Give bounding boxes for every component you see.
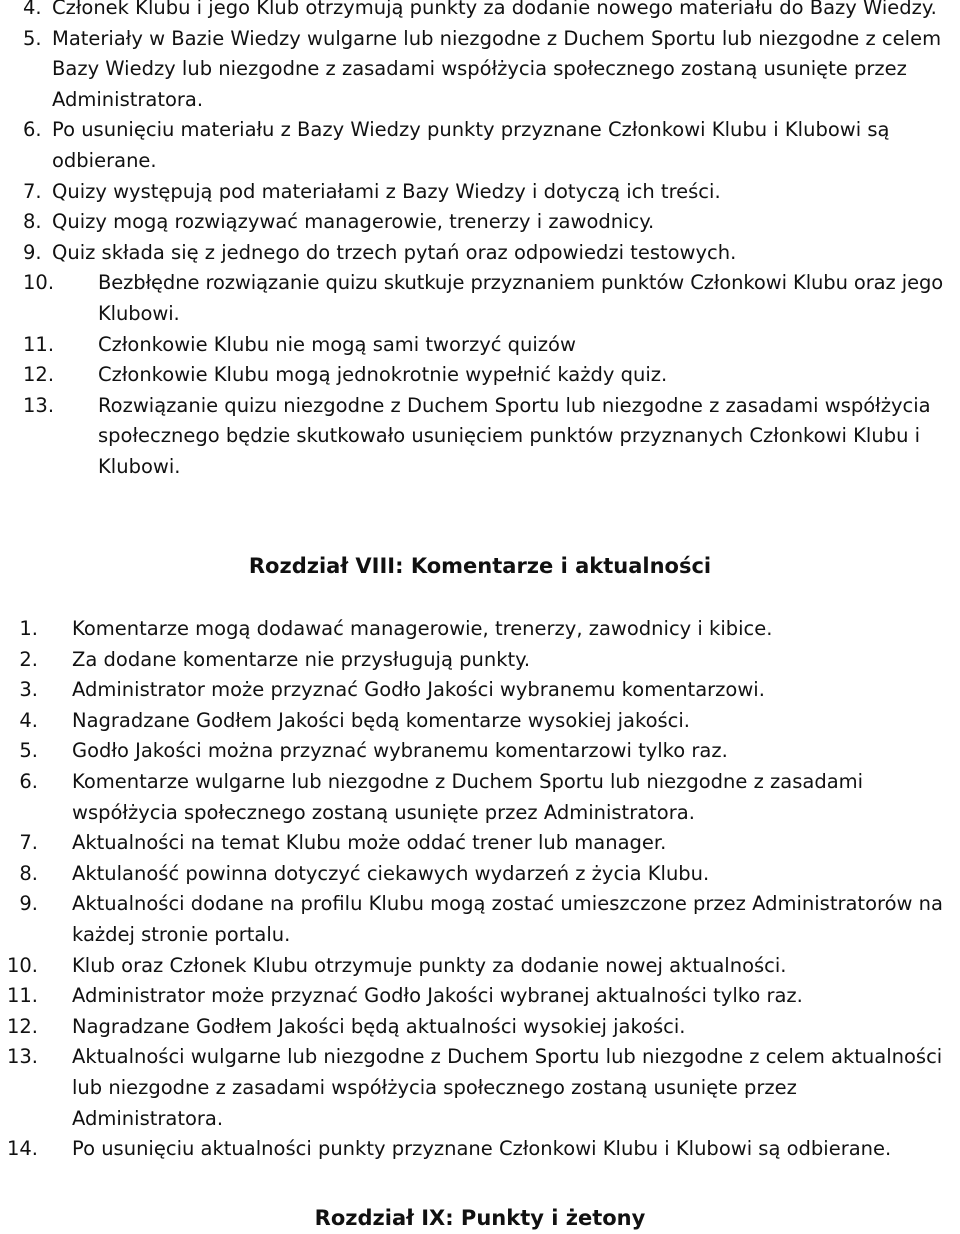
item-text: Aktulaność powinna dotyczyć ciekawych wydarzeń z życia Klubu.	[72, 861, 710, 885]
list-item	[0, 115, 960, 176]
item-text: Komentarze wulgarne lub niezgodne z Duchem Sportu lub niezgodne z zasadami współżycia społecznego zostaną usunięte przez Administratora.	[72, 769, 864, 824]
item-text: Komentarze mogą dodawać managerowie, trenerzy, zawodnicy i kibice.	[72, 617, 773, 640]
item-text: Członkowie Klubu nie mogą sami tworzyć quizów	[98, 332, 576, 356]
item-number: 7.	[23, 179, 42, 203]
item-text: Za dodane komentarze nie przysługują punkty.	[72, 647, 531, 671]
item-number: 14.	[6, 1137, 38, 1161]
chapter-ix-heading: Rozdział IX: Punkty i żetony	[314, 1206, 646, 1230]
list-item	[0, 736, 960, 767]
item-number: 9.	[23, 240, 42, 264]
item-text: Administrator może przyznać Godło Jakości wybranemu komentarzowi.	[72, 678, 765, 702]
item-text: Quiz składa się z jednego do trzech pytań oraz odpowiedzi testowych.	[52, 240, 737, 264]
list-item	[0, 889, 960, 950]
list-item	[0, 360, 960, 391]
list-item	[0, 828, 960, 859]
item-text: Nagradzane Godłem Jakości będą komentarze wysokiej jakości.	[72, 708, 690, 732]
list-item	[0, 0, 960, 24]
list-item	[0, 859, 960, 890]
item-text: Klub oraz Członek Klubu otrzymuje punkty za dodanie nowej aktualności.	[72, 953, 787, 977]
item-number: 11.	[6, 984, 38, 1008]
item-number: 13.	[23, 393, 55, 417]
item-text: Rozwiązanie quizu niezgodne z Duchem Sportu lub niezgodne z zasadami współżycia społecznego będzie skutkowało usunięciem punktów przyznanych Członkowi Klubu i Klubowi.	[98, 393, 931, 478]
list-item	[0, 675, 960, 706]
item-text: Członkowie Klubu mogą jednokrotnie wypełnić każdy quiz.	[98, 363, 668, 387]
item-text: Quizy występują pod materiałami z Bazy Wiedzy i dotyczą ich treści.	[52, 179, 721, 203]
item-number: 13.	[6, 1045, 38, 1069]
item-number: 5.	[19, 739, 38, 763]
item-number: 1.	[19, 617, 38, 640]
item-number: 10.	[6, 953, 38, 977]
item-number: 7.	[19, 831, 38, 855]
list-item	[0, 268, 960, 329]
chapter-viii-heading: Rozdział VIII: Komentarze i aktualności	[248, 554, 712, 578]
list-item	[0, 1134, 960, 1165]
item-text: Członek Klubu i jego Klub otrzymują punkty za dodanie nowego materiału do Bazy Wiedzy.	[52, 0, 937, 19]
list-item	[0, 207, 960, 238]
list-item	[0, 177, 960, 208]
item-text: Administrator może przyznać Godło Jakości wybranej aktualności tylko raz.	[72, 984, 803, 1008]
list-item	[0, 1042, 960, 1134]
list-item	[0, 951, 960, 982]
item-number: 6.	[23, 118, 42, 142]
item-text: Bezbłędne rozwiązanie quizu skutkuje przyznaniem punktów Członkowi Klubu oraz jego Klubowi.	[98, 271, 944, 325]
item-text: Aktualności wulgarne lub niezgodne z Duchem Sportu lub niezgodne z celem aktualności lub niezgodne z zasadami współżycia społecznego zostaną usunięte przez Administratora.	[72, 1045, 943, 1130]
item-text: Materiały w Bazie Wiedzy wulgarne lub niezgodne z Duchem Sportu lub niezgodne z celem Bazy Wiedzy lub niezgodne z zasadami współżycia społecznego zostaną usunięte przez Administratora.	[52, 26, 942, 111]
list-item	[0, 645, 960, 676]
item-number: 4.	[19, 708, 38, 732]
chapter-vii-rules-list	[0, 0, 960, 483]
item-text: Aktualności na temat Klubu może oddać trener lub manager.	[72, 831, 667, 855]
item-number: 5.	[23, 26, 42, 50]
list-item	[0, 706, 960, 737]
item-number: 2.	[19, 647, 38, 671]
item-number: 6.	[19, 769, 38, 793]
list-item	[0, 238, 960, 269]
item-number: 12.	[23, 363, 55, 387]
list-item	[0, 391, 960, 483]
item-text: Nagradzane Godłem Jakości będą aktualności wysokiej jakości.	[72, 1014, 686, 1038]
item-number: 9.	[19, 892, 38, 916]
item-number: 4.	[23, 0, 42, 19]
chapter-viii-rules-list	[0, 614, 960, 1165]
item-number: 8.	[23, 210, 42, 234]
item-number: 10.	[23, 271, 55, 295]
list-item	[0, 614, 960, 645]
item-number: 11.	[23, 332, 55, 356]
item-number: 12.	[6, 1014, 38, 1038]
item-text: Godło Jakości można przyznać wybranemu komentarzowi tylko raz.	[72, 739, 728, 763]
item-number: 8.	[19, 861, 38, 885]
list-item	[0, 767, 960, 828]
list-item	[0, 981, 960, 1012]
item-text: Aktualności dodane na profilu Klubu mogą zostać umieszczone przez Administratorów na każdej stronie portalu.	[72, 892, 943, 946]
list-item	[0, 24, 960, 116]
list-item	[0, 330, 960, 361]
item-text: Po usunięciu materiału z Bazy Wiedzy punkty przyznane Członkowi Klubu i Klubowi są odbierane.	[52, 118, 890, 172]
item-text: Po usunięciu aktualności punkty przyznane Członkowi Klubu i Klubowi są odbierane.	[72, 1137, 892, 1161]
item-text: Quizy mogą rozwiązywać managerowie, trenerzy i zawodnicy.	[52, 210, 655, 234]
list-item	[0, 1012, 960, 1043]
item-number: 3.	[19, 678, 38, 702]
